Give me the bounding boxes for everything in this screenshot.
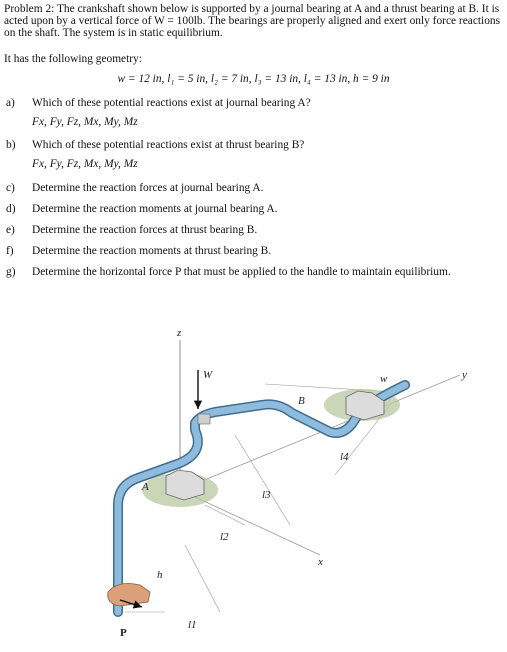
question-label: g) <box>6 266 16 278</box>
question-text: Determine the horizontal force P that must be applied to the handle to maintain equilibrium. <box>32 266 451 278</box>
question-label: f) <box>6 245 14 257</box>
question-text: Which of these potential reactions exist at journal bearing A? <box>32 97 311 109</box>
question-text: Determine the reaction moments at thrust bearing B. <box>32 245 272 257</box>
bearing-a-label: A <box>142 481 149 493</box>
bearing-b-label: B <box>298 395 305 407</box>
question-options: Fx, Fy, Fz, Mx, My, Mz <box>32 116 138 128</box>
question-label: d) <box>6 203 16 215</box>
question-label: a) <box>6 97 15 109</box>
axis-y-label: y <box>462 369 467 381</box>
geometry-lead: It has the following geometry: <box>4 53 142 65</box>
dim-l1-label: l1 <box>188 619 197 631</box>
dim-l4-label: l4 <box>340 451 349 463</box>
crankshaft-figure <box>70 318 490 648</box>
question-label: e) <box>6 224 15 236</box>
question-label: c) <box>6 182 15 194</box>
dim-l3-label: l3 <box>262 489 271 501</box>
question-text: Which of these potential reactions exist at thrust bearing B? <box>32 139 305 151</box>
question-f <box>6 245 271 258</box>
dim-l2-label: l2 <box>220 531 229 543</box>
question-c <box>6 182 264 195</box>
axis-x-label: x <box>318 556 323 568</box>
crank-collar <box>198 414 210 424</box>
question-b <box>6 139 304 171</box>
question-a <box>6 97 311 129</box>
question-text: Determine the reaction moments at journal bearing A. <box>32 203 278 215</box>
dim-l2-line <box>205 505 245 525</box>
dim-w-label: w <box>380 373 388 385</box>
question-g <box>6 266 451 279</box>
bearing-a <box>166 470 204 500</box>
dim-l1-line <box>185 545 220 612</box>
question-options: Fx, Fy, Fz, Mx, My, Mz <box>32 158 138 170</box>
question-label: b) <box>6 139 16 151</box>
dim-h-label: h <box>157 569 163 581</box>
question-e <box>6 224 257 237</box>
axis-z-label: z <box>177 327 182 339</box>
question-d <box>6 203 277 216</box>
load-w-label: W <box>203 369 213 381</box>
force-p-label: P <box>120 627 127 639</box>
geometry-values: w = 12 in, l₁ = 5 in, l₂ = 7 in, l₃ = 13 in, l₄ = 13 in, h = 9 in <box>117 73 390 85</box>
question-text: Determine the reaction forces at journal bearing A. <box>32 182 264 194</box>
question-text: Determine the reaction forces at thrust bearing B. <box>32 224 258 236</box>
problem-intro: Problem 2: The crankshaft shown below is supported by a journal bearing at A and a thrust bearing at B. It is acted upon by a vertical force of W = 100lb. The bearings are properly aligned and exert only force reactions on the shaft. The system is in static equilibrium. <box>4 3 501 40</box>
